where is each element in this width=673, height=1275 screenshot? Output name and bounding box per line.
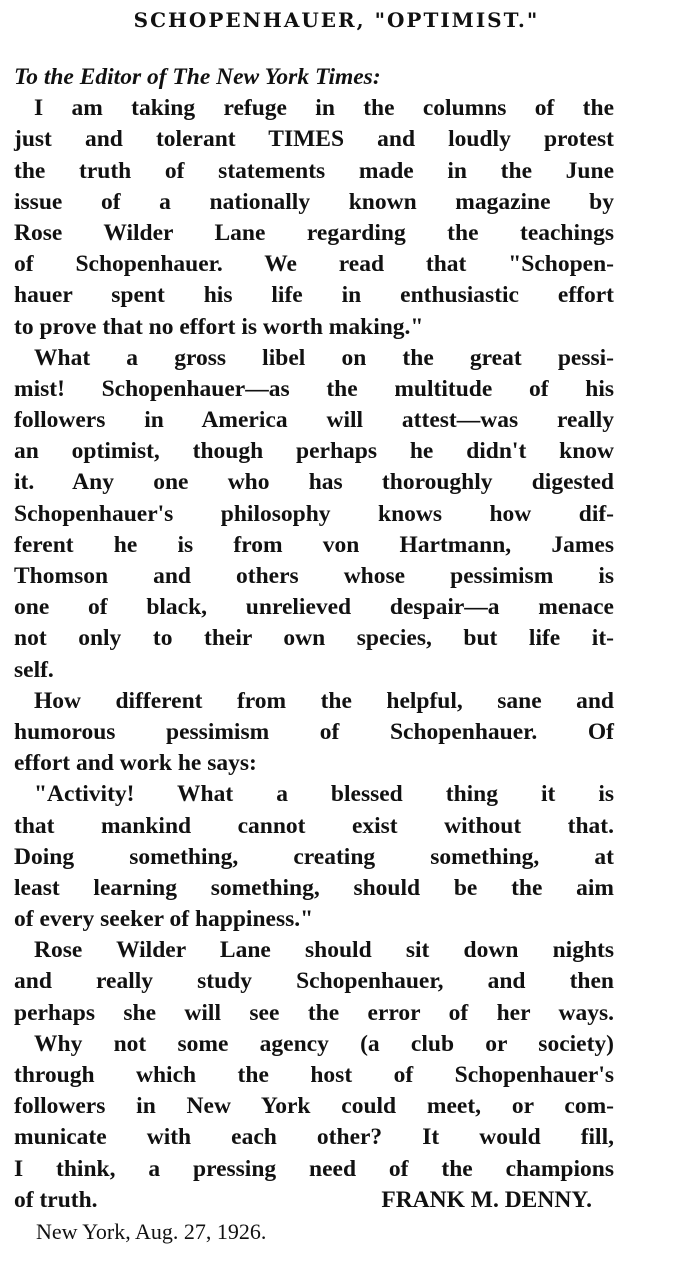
paragraph-6-line: followers in New York could meet, or com-	[14, 1093, 614, 1120]
quotation-line: "Activity! What a blessed thing it is	[34, 781, 614, 808]
salutation: To the Editor of The New York Times:	[14, 64, 381, 90]
paragraph-5-line: Rose Wilder Lane should sit down nights	[34, 937, 614, 964]
paragraph-2-line: mist! Schopenhauer—as the multitude of his	[14, 375, 614, 402]
paragraph-3-line: How different from the helpful, sane and	[34, 687, 614, 714]
paragraph-1-line: the truth of statements made in the June	[14, 157, 614, 184]
paragraph-6-line: through which the host of Schopenhauer's	[14, 1062, 614, 1088]
paragraph-5-line: perhaps she will see the error of her ways.	[14, 999, 614, 1026]
letter-body	[14, 62, 614, 1247]
paragraph-6-line: municate with each other? It would fill,	[14, 1124, 614, 1151]
paragraph-1-line: I am taking refuge in the columns of the	[34, 95, 614, 122]
paragraph-1-line: issue of a nationally known magazine by	[14, 188, 614, 215]
paragraph-2-line: not only to their own species, but life it-	[14, 625, 614, 652]
closing-text: of truth.	[14, 1186, 98, 1213]
paragraph-1-line: to prove that no effort is worth making."	[14, 313, 424, 340]
paragraph-1-line: Rose Wilder Lane regarding the teachings	[14, 219, 614, 246]
quotation-line: least learning something, should be the aim	[14, 874, 614, 901]
paragraph-2-line: it. Any one who has thoroughly digested	[14, 469, 614, 496]
dateline: New York, Aug. 27, 1926.	[36, 1218, 267, 1244]
quotation-line: of every seeker of happiness."	[14, 906, 314, 933]
paragraph-2-line: Thomson and others whose pessimism is	[14, 563, 614, 589]
paragraph-6-line: I think, a pressing need of the champions	[14, 1155, 614, 1182]
paragraph-2-line: ferent he is from von Hartmann, James	[14, 531, 614, 558]
paragraph-6-line: Why not some agency (a club or society)	[34, 1030, 614, 1057]
signature-line	[14, 1185, 614, 1216]
headline: SCHOPENHAUER, "OPTIMIST."	[133, 8, 540, 32]
quotation-line: that mankind cannot exist without that.	[14, 812, 614, 839]
paragraph-1-line: of Schopenhauer. We read that "Schopen-	[14, 251, 614, 278]
paragraph-2-line: self.	[14, 656, 54, 683]
headline-divider	[12, 48, 612, 49]
quotation-line: Doing something, creating something, at	[14, 843, 614, 870]
paragraph-1-line: hauer spent his life in enthusiastic effort	[14, 282, 614, 309]
paragraph-5-line: and really study Schopenhauer, and then	[14, 968, 614, 995]
paragraph-2-line: an optimist, though perhaps he didn't know	[14, 438, 614, 465]
paragraph-1-line: just and tolerant TIMES and loudly protest	[14, 126, 614, 153]
paragraph-3-line: humorous pessimism of Schopenhauer. Of	[14, 718, 614, 745]
paragraph-2-line: What a gross libel on the great pessi-	[34, 344, 614, 371]
paragraph-2-line: followers in America will attest—was really	[14, 407, 614, 434]
paragraph-2-line: one of black, unrelieved despair—a menace	[14, 594, 614, 621]
paragraph-2-line: Schopenhauer's philosophy knows how dif-	[14, 500, 614, 527]
signature: FRANK M. DENNY.	[381, 1186, 592, 1213]
paragraph-3-line: effort and work he says:	[14, 750, 257, 777]
